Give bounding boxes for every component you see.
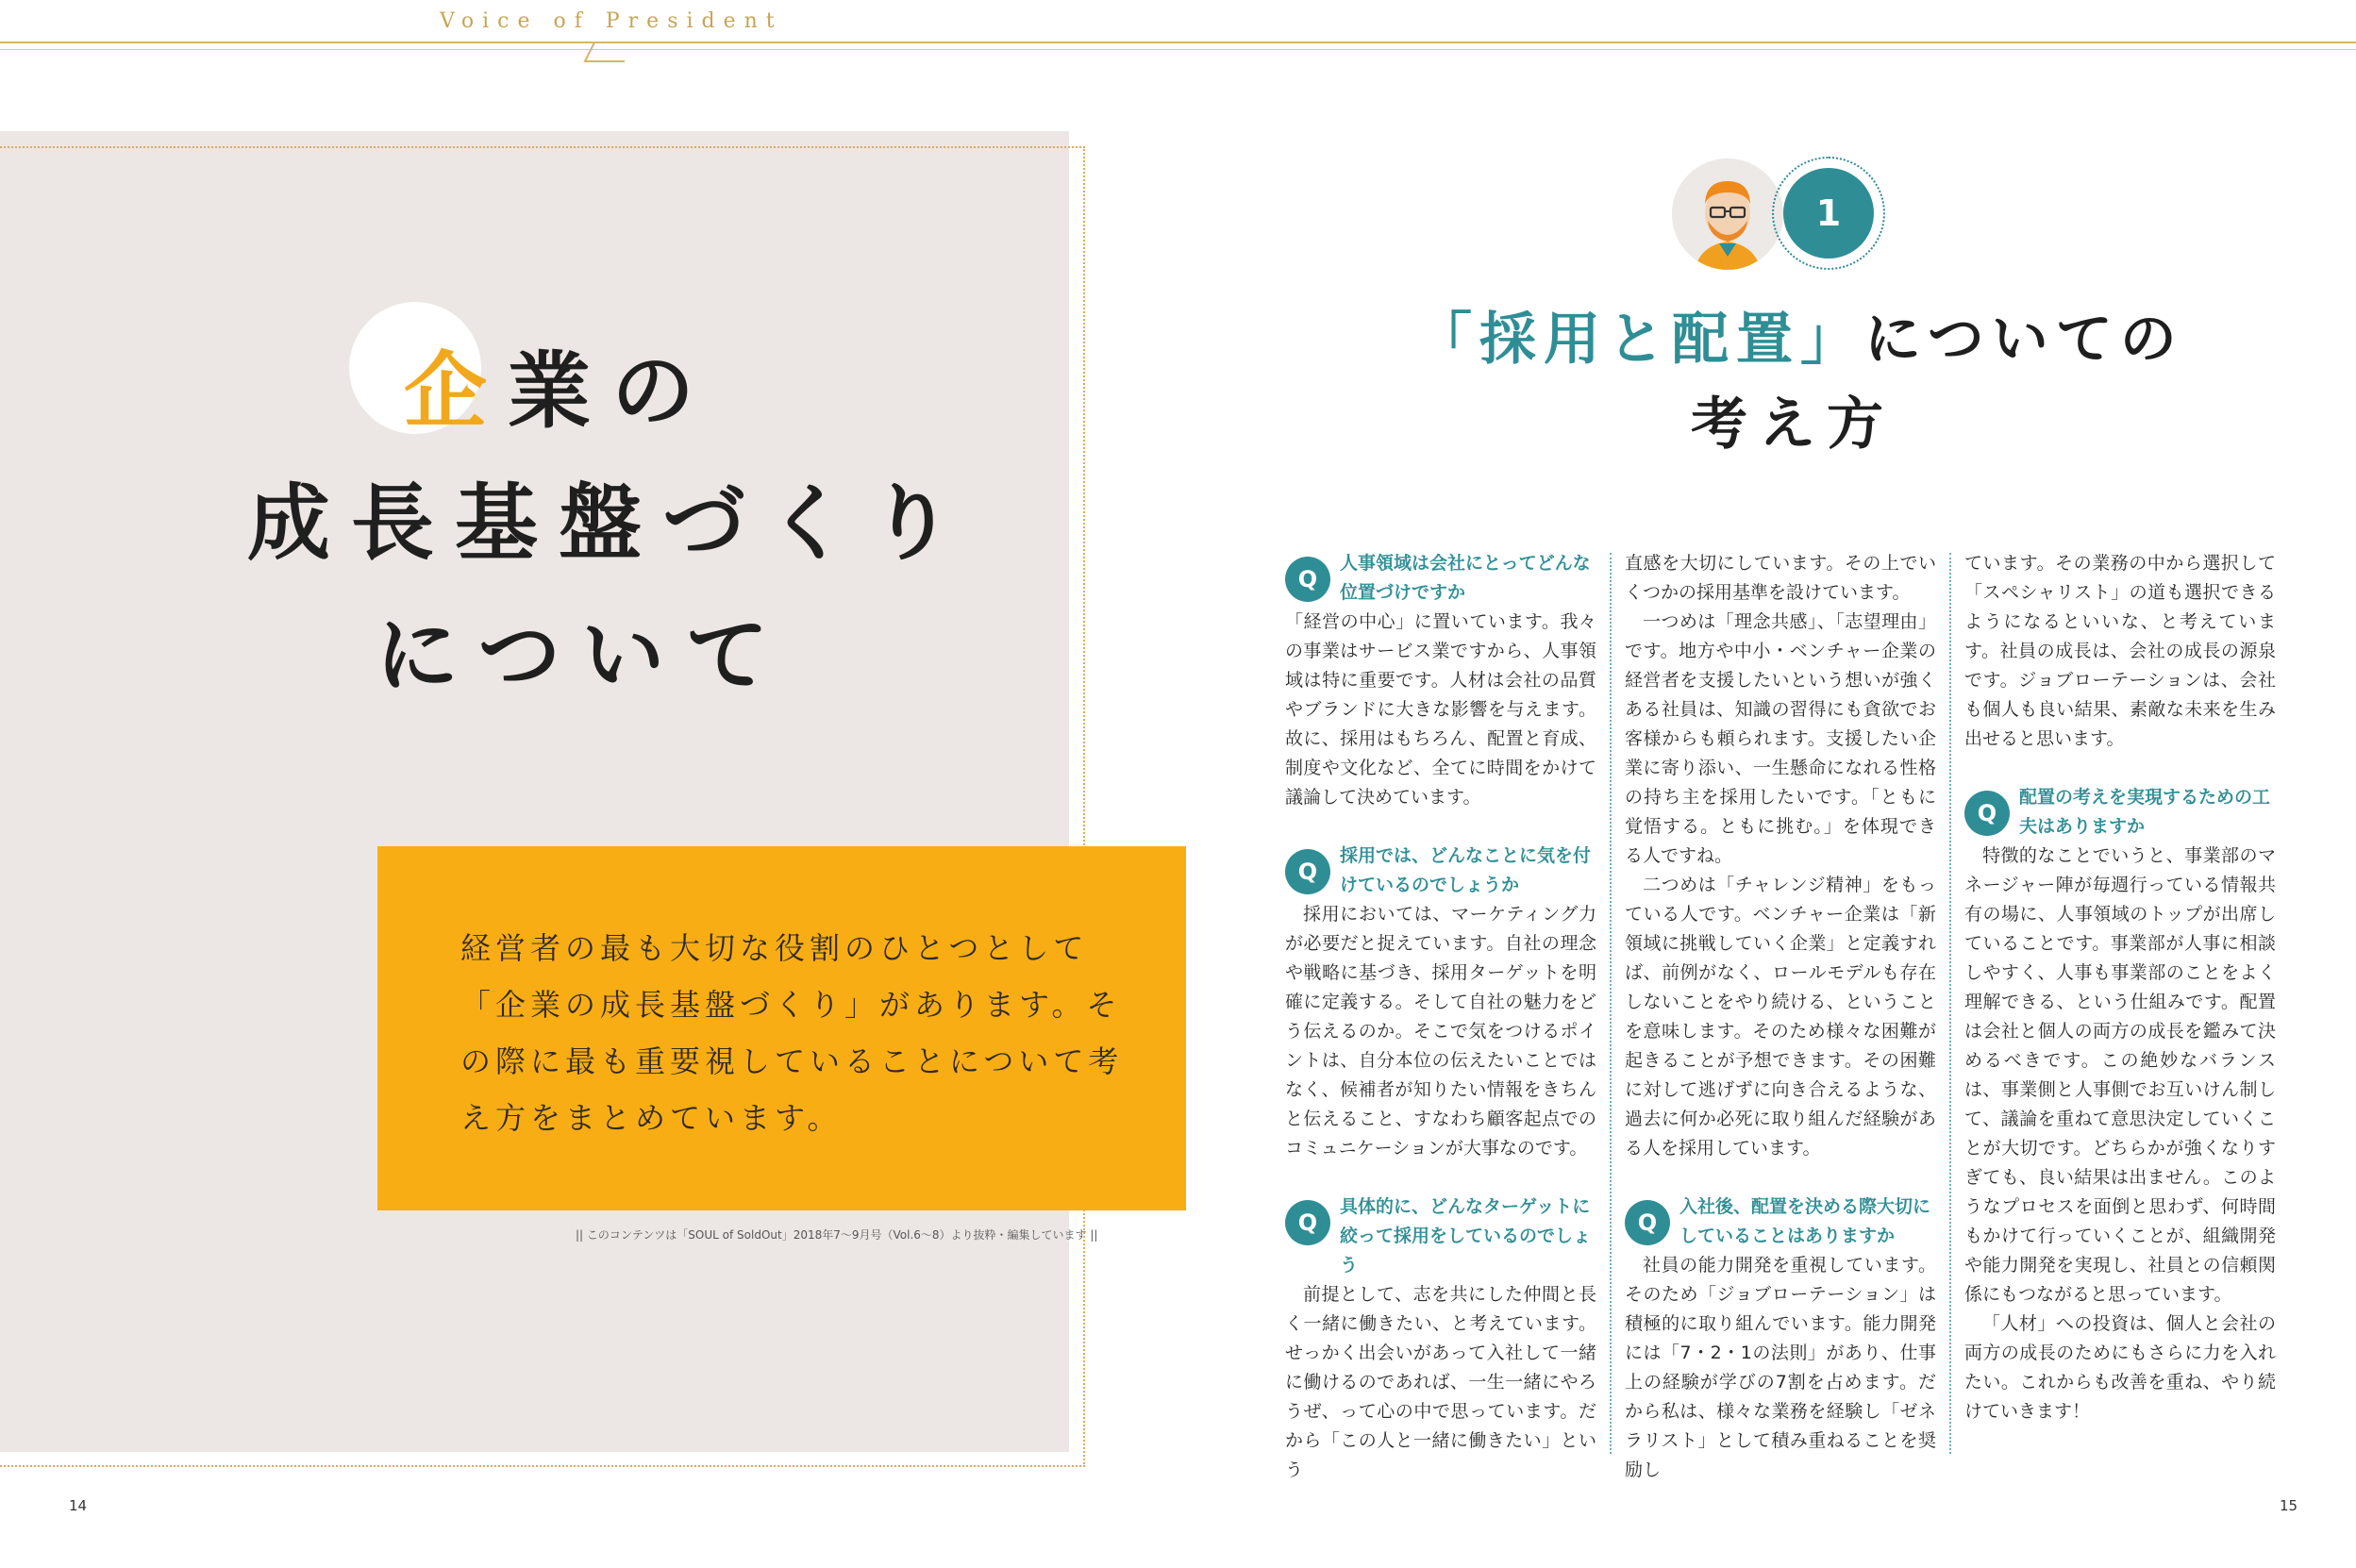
section-title-highlight: 「採用と配置」 [1415,307,1864,373]
question-block-1 [1285,549,1596,608]
question-4: 入社後、配置を決める際大切にしていることはありますか [1679,1196,1931,1246]
text-column-2 [1625,549,1936,1485]
column-divider-1 [1610,553,1612,1454]
section-title-line-1 [1415,294,2184,375]
running-header: Voice of President [440,9,783,33]
question-block-5 [1964,783,2276,842]
answer-4: 社員の能力開発を重視しています。そのため「ジョブローテーション」は積極的に取り組んでいます。能力開発には「7・2・1の法則」があり、仕事上の経験が学びの7割を占めます。だから私は、様々な業務を経験し「ゼネラリスト」として積み重ねることを奨励し [1625,1255,1936,1480]
question-block-3 [1285,1193,1596,1280]
text-column-3 [1964,549,2276,1426]
q-badge-icon: Q [1285,557,1330,602]
col2-paragraph-3: 二つめは「チャレンジ精神」をもっている人です。ベンチャー企業は「新領域に挑戦していく企業」と定義すれば、前例がなく、ロールモデルも存在しないことをやり続ける、ということを意味します。そのため様々な困難が起きることが予想できます。その困難に対して逃げずに向き合えるような、過去に何か必死に取り組んだ経験がある人を採用しています。 [1625,875,1936,1159]
title-line-1-rest: 業の [508,342,716,440]
main-title-line-1 [404,325,715,444]
col2-paragraph-1: 直感を大切にしています。その上でいくつかの採用基準を設けています。 [1625,553,1936,603]
header-rule-top [0,42,2356,43]
section-title-rest: についての [1864,307,2184,373]
header-rule-bottom [0,49,2356,50]
person-illustration-icon [1672,158,1783,270]
page-number-left: 14 [69,1497,88,1514]
q-badge-icon: Q [1625,1200,1670,1245]
section-number-badge: 1 [1783,168,1874,259]
col3-paragraph-1: ています。その業務の中から選択して「スペシャリスト」の道も選択できるようになるといいな、と考えています。社員の成長は、会社の成長の源泉です。ジョブローテーションは、会社も個人も良い結果、素敵な未来を生み出せると思います。 [1964,553,2276,749]
page-number-right: 15 [2280,1497,2298,1514]
answer-2: 採用においては、マーケティング力が必要だと捉えています。自社の理念や戦略に基づき、採用ターゲットを明確に定義する。そして自社の魅力をどう伝えるのか。そこで気をつけるポイントは、自分本位の伝えたいことではなく、候補者が知りたい情報をきちんと伝えること、すなわち顧客起点でのコミュニケーションが大事なのです。 [1285,904,1596,1159]
q-badge-icon: Q [1964,791,2010,836]
column-divider-2 [1949,553,1951,1454]
col3-closing-paragraph: 「人材」への投資は、個人と会社の両方の成長のためにもさらに力を入れたい。これからも改善を重ね、やり続けていきます！ [1964,1313,2276,1422]
title-first-char: 企 [404,342,509,440]
answer-3: 前提として、志を共にした仲間と長く一緒に働きたい、と考えています。せっかく出会いがあって入社して一緒に働けるのであれば、一生一緒にやろうぜ、って心の中で思っています。だから「この人と一緒に働きたい」という [1285,1284,1596,1480]
col2-paragraph-2: 一つめは「理念共感」、「志望理由」です。地方や中小・ベンチャー企業の経営者を支援したいという想いが強くある社員は、知識の習得にも貪欲でお客様からも頼られます。支援したい企業に寄り添い、一生懸命になれる性格の持ち主を採用したいです。「ともに覚悟する。ともに挑む。」を体現できる人ですね。 [1625,611,1936,866]
main-title-line-2: 成長基盤づくり [247,475,975,572]
president-avatar [1672,158,1783,270]
answer-5: 特徴的なことでいうと、事業部のマネージャー陣が毎週行っている情報共有の場に、人事領域のトップが出席していることです。事業部が人事に相談しやすく、人事も事業部のことをよく理解できる、という仕組みです。配置は会社と個人の両方の成長を鑑みて決めるべきです。この絶妙なバランスは、事業側と人事側でお互いけん制して、議論を重ねて意思決定していくことが大切です。どちらかが強くなりすぎても、良い結果は出ません。このようなプロセスを面倒と思わず、何時間もかけて行っていくことが、組織開発や能力開発を実現し、社員との信頼関係にもつながると思っています。 [1964,845,2276,1305]
question-2: 採用では、どんなことに気を付けているのでしょうか [1340,845,1592,895]
intro-text: 経営者の最も大切な役割のひとつとして「企業の成長基盤づくり」があります。その際に最も重要視していることについて考え方をまとめています。 [460,930,1124,1136]
q-badge-icon: Q [1285,1200,1330,1245]
header-notch-ornament [576,38,632,66]
q-badge-icon: Q [1285,849,1330,894]
question-block-2 [1285,842,1596,900]
question-1: 人事領域は会社にとってどんな位置づけですか [1340,553,1591,603]
source-credit: || このコンテンツは「SOUL of SoldOut」2018年7〜9月号（Vol.6〜8）より抜粋・編集しています || [576,1228,1098,1242]
main-title-line-3: について [376,607,790,704]
question-block-4 [1625,1193,1936,1251]
text-column-1 [1285,549,1596,1485]
question-3: 具体的に、どんなターゲットに絞って採用をしているのでしょう [1340,1196,1592,1276]
question-5: 配置の考えを実現するための工夫はありますか [2019,787,2271,837]
answer-1: 「経営の中心」に置いています。我々の事業はサービス業ですから、人事領域は特に重要です。人材は会社の品質やブランドに大きな影響を与えます。故に、採用はもちろん、配置と育成、制度や文化など、全てに時間をかけて議論して決めています。 [1285,611,1596,808]
section-title-line-2: 考え方 [1691,392,1895,458]
